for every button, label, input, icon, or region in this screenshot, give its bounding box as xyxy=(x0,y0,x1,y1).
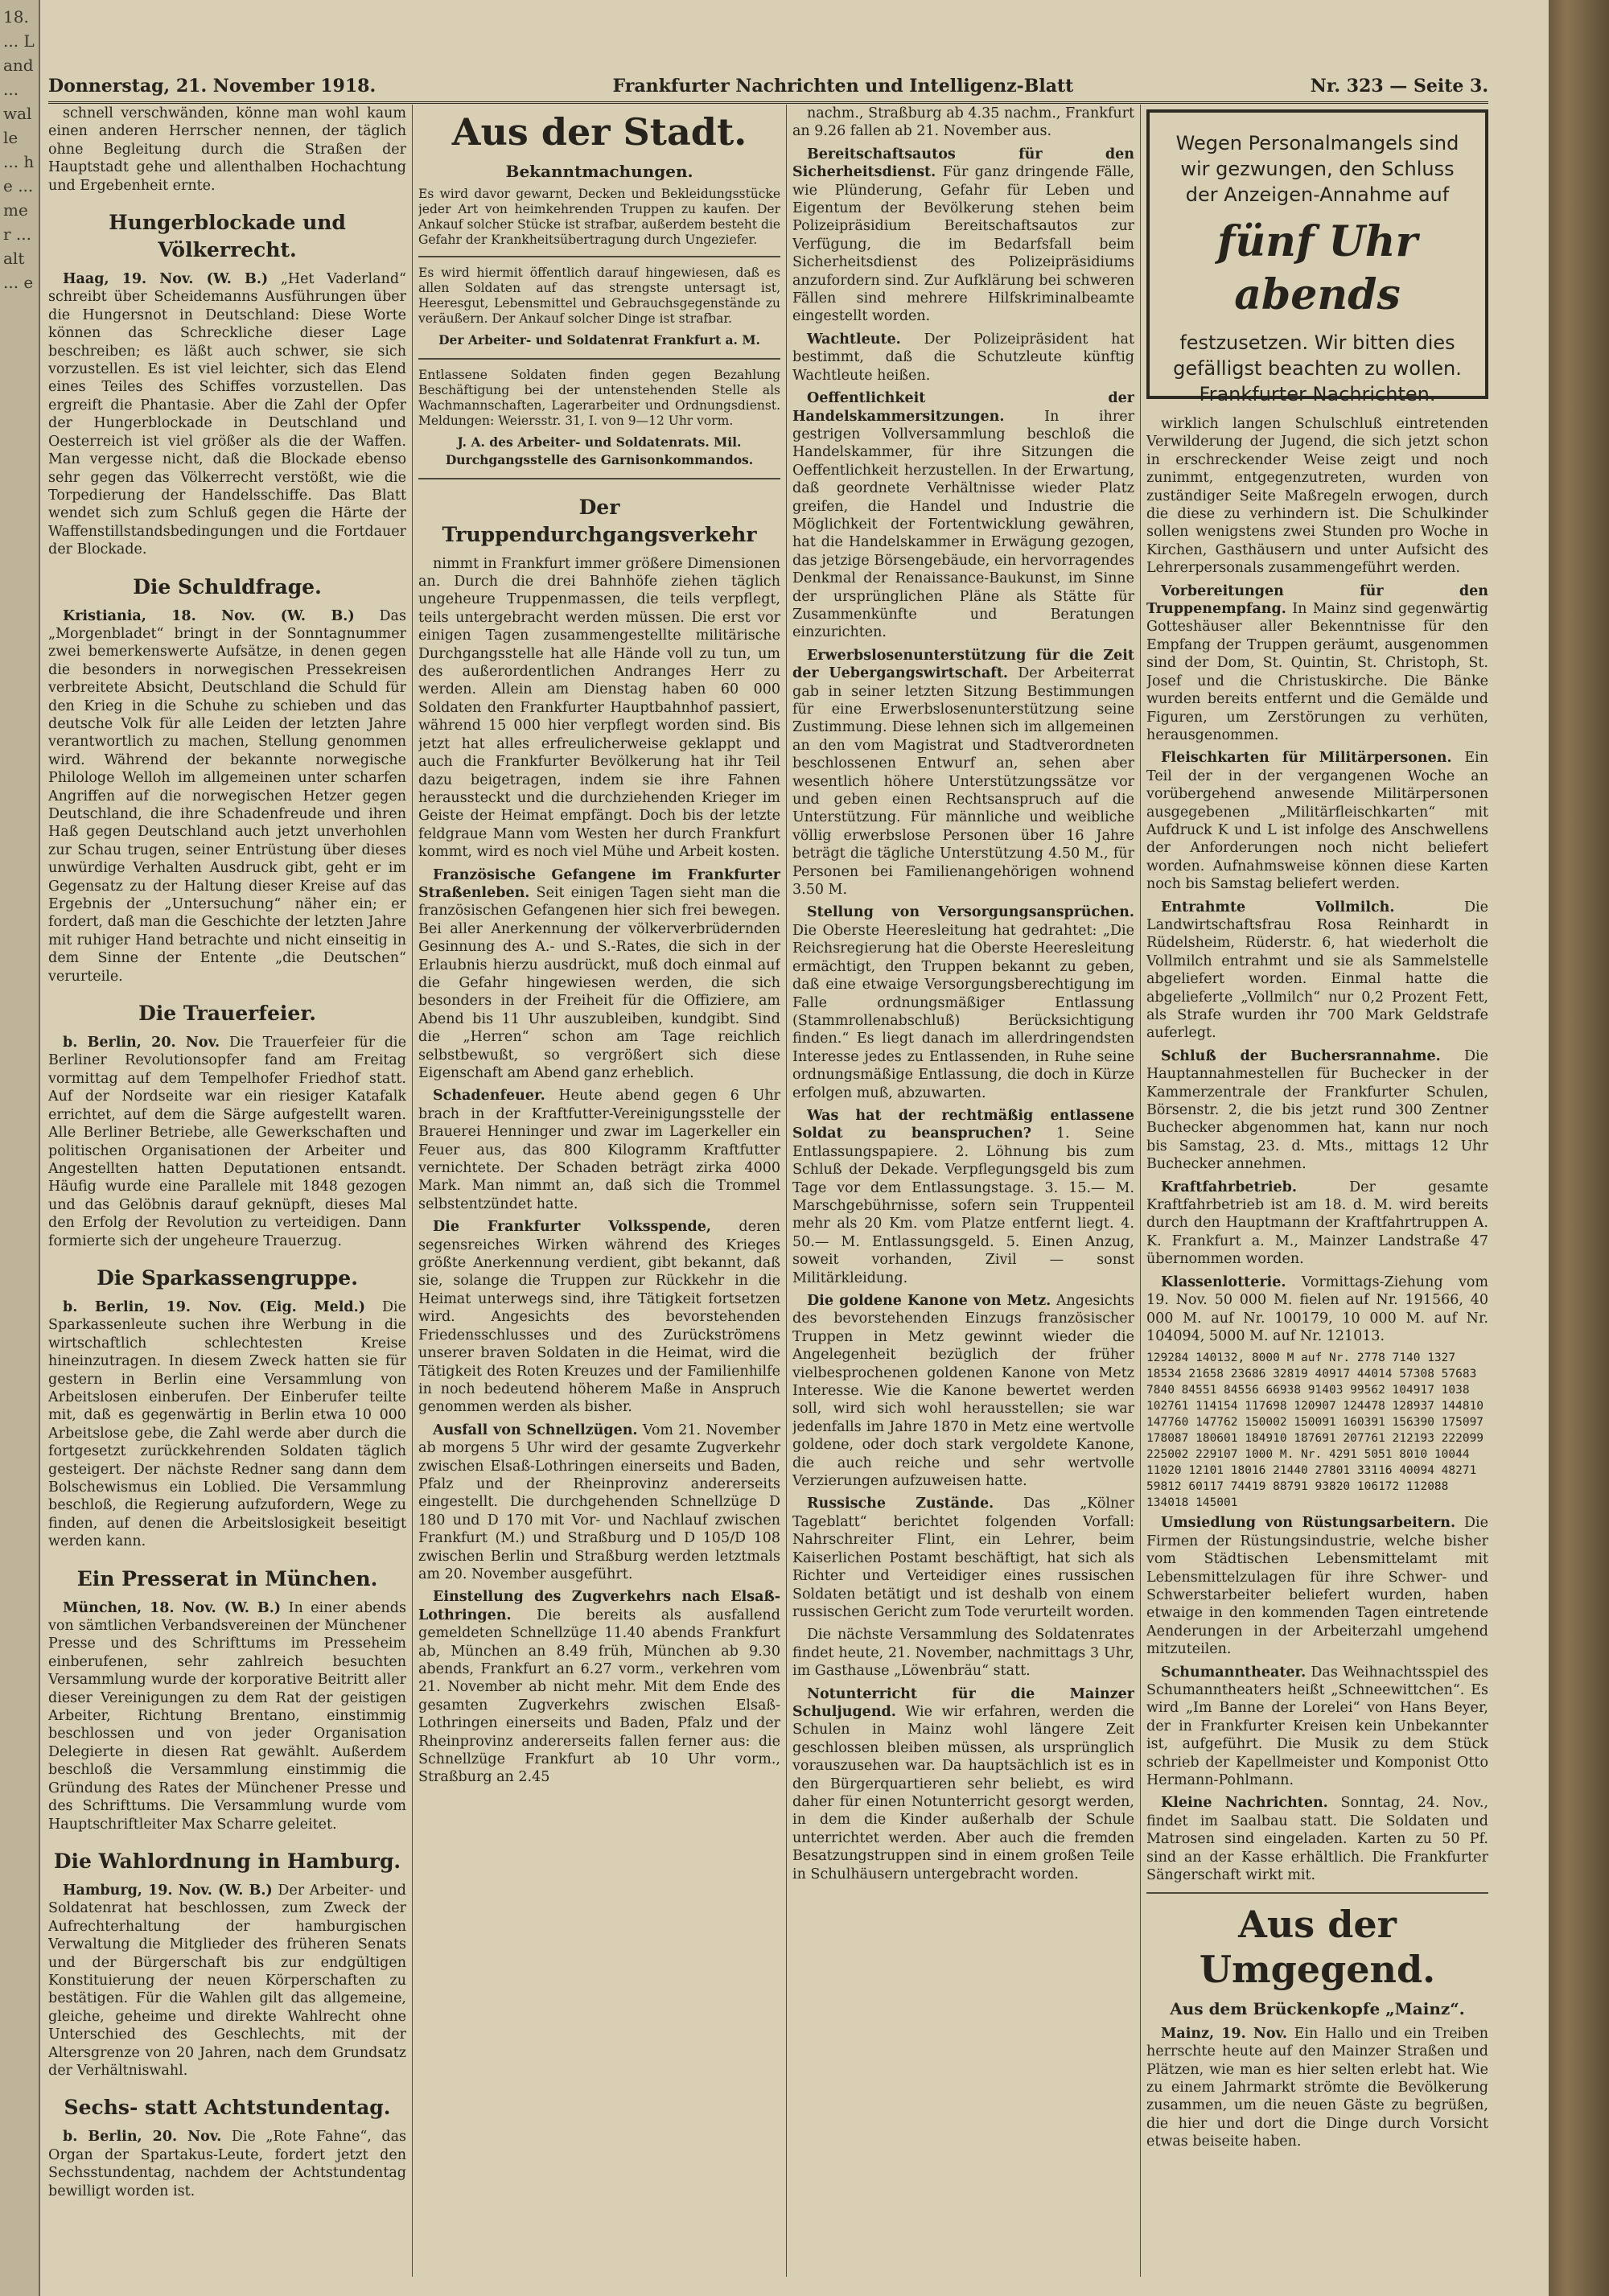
article-body: Die Firmen der Rüstungsindustrie, welche bisher vom Städtischen Lebensmittelamt mit Lebensmittelzulagen für ihre Schwer- und Schwerstarbeiter beliefert wurden, haben etwaige in den kommenden Tagen eintretende Aenderungen in der Arbeiterzahl umgehend mitzuteilen. xyxy=(1146,1515,1488,1658)
article-text xyxy=(1146,749,1488,893)
article-body: Der Arbeiter- und Soldatenrat hat beschlossen, zum Zweck der Aufrechterhaltung der hamburgischen Verwaltung die Mitglieder des früheren Senats und der Bürgerschaft bis zur endgültigen Konstituierung der neuen Körperschaften zu bestätigen. Für die Wahlen gilt das allgemeine, gleiche, geheime und direkte Wahlrecht ohne Unterschied des Geschlechts, mit der Altersgrenze von 20 Jahren, nach dem Grundsatz der Verhältniswahl. xyxy=(48,1882,406,2079)
article-text xyxy=(48,1882,406,2080)
article-lead: Umsiedlung von Rüstungsarbeitern. xyxy=(1161,1515,1456,1532)
column-rule xyxy=(1140,105,1141,2277)
article-body: Heute abend gegen 6 Uhr brach in der Kraftfutter-Vereinigungsstelle der Brauerei Henninger und zwar im Lagerkeller ein Feuer aus, das 800 Kilogramm Kraftfutter vernichtete. Der Schaden beträgt zirka 4000 Mark. Man nimmt an, daß sich die Trommel selbstentzündet hatte. xyxy=(418,1088,780,1212)
article-text xyxy=(1146,1664,1488,1790)
column-2 xyxy=(418,105,780,2277)
article-text: schnell verschwänden, könne man wohl kaum einen anderen Herrscher nennen, der täglich ohne Begleitung durch die Straßen der Hauptstadt gehe und allenthalben Hochachtung und Ergebenheit ernte. xyxy=(48,105,406,194)
article-body: In Mainz sind gegenwärtig Gotteshäuser aller Bekenntnisse für den Empfang der Truppen geräumt, ausgenommen sind der Dom, St. Quintin, St. Christoph, St. Josef und die Christuskirche. Die Bänke wurden bereits entfernt und die Gemälde und Figuren, um Zerstörungen zu verhüten, herausgenommen. xyxy=(1146,601,1488,743)
article-body: „Het Vaderland“ schreibt über Scheidemanns Ausführungen über die Hungersnot in Deutschland: Diese Worte können das Schreckliche dieser Lage beschreiben; es läßt auch schwer, sie sich vorzustellen. Es ist viel leichter, sich das Elend eines Teiles des Schiffes vorzustellen. Das ergreift die Phantasie. Aber die Zahl der Opfer der Hungerblockade in Deutschland und Oesterreich ist viel größer als die der Waffen. Man vergesse nicht, daß die Blockade ebenso sehr gegen das Völkerrecht verstößt, wie die Torpedierung der Handelsschiffe. Das Blatt wendet sich zum Schluß gegen die Härte der Waffenstillstandsbedingungen und die Fortdauer der Blockade. xyxy=(48,271,406,558)
article-body: Die Trauerfeier für die Berliner Revolutionsopfer fand am Freitag vormittag auf dem Tempelhofer Friedhof statt. Auf der Nordseite war ein riesiger Katafalk errichtet, auf dem die Särge aufgestellt waren. Alle Berliner Betriebe, alle Gewerkschaften und politischen Organisationen der Arbeiter und Angestellten hatten Deputationen entsandt. Häufig wurde eine Parallele mit 1848 gezogen und das Gelöbnis darauf geknüpft, dieses Mal den Erfolg der Revolution zu verteidigen. Dann formierte sich der ungeheure Trauerzug. xyxy=(48,1035,406,1249)
article-text xyxy=(48,1599,406,1833)
column-1 xyxy=(48,105,406,2277)
separator xyxy=(418,358,780,360)
article-body: Das „Kölner Tageblatt“ berichtet folgenden Vorfall: Nahrschreiter Flint, ein Lehrer, beim Kaiserlichen Postamt beschäftigt, hat sich als Richter und Verteidiger eines russischen Soldaten betätigt und ist deshalb von einem russischen Gericht zum Tode verurteilt worden. xyxy=(792,1496,1134,1620)
article-body: Die „Rote Fahne“, das Organ der Spartakus-Leute, fordert jetzt den Sechsstundentag, nachdem der Achtstundentag bewilligt worden ist. xyxy=(48,2129,406,2199)
article-lead: Einstellung des Zugverkehrs nach Elsaß-Lothringen. xyxy=(418,1589,780,1623)
article-text xyxy=(1146,1273,1488,1346)
article-headline: Der Truppendurchgangsverkehr xyxy=(442,495,757,546)
article-text: nachm., Straßburg ab 4.35 nachm., Frankfurt an 9.26 fallen ab 21. November aus. xyxy=(792,105,1134,140)
masthead: Frankfurter Nachrichten und Intelligenz-Blatt xyxy=(612,76,1074,97)
article-lead: Oeffentlichkeit der Handelskammersitzungen. xyxy=(792,390,1134,425)
article-body: Die bereits als ausfallend gemeldeten Schnellzüge 11.40 abends Frankfurt ab, München an 8.49 früh, München ab 9.30 abends, Frankfurt an 6.27 vorm., verkehren vom 21. November ab nicht mehr. Mit dem Ende des gesamten Zugverkehrs zwischen Elsaß-Lothringen einerseits und Baden, Pfalz und der Rheinprovinz andererseits fallen ferner aus: die Schnellzüge Frankfurt ab 10 Uhr vorm., Straßburg an 2.45 xyxy=(418,1607,780,1786)
article-headline: Die Wahlordnung in Hamburg. xyxy=(53,1849,401,1873)
article-body: Wie wir erfahren, werden die Schulen in Mainz wohl längere Zeit geschlossen bleiben müssen, als ursprünglich vorauszusehen war. Da hauptsächlich ist es in den Bürgerquartieren sehr beliebt, es wird daher für einen Notunterricht gesorgt werden, in dem die Kinder außerhalb der Schule unterrichtet werden. Aber auch die fremden Besatzungstruppen sind in einem großen Teile in Schulhäusern untergebracht worden. xyxy=(792,1703,1134,1882)
article-body: Die Hauptannahmestellen für Buchecker in der Kammerzentrale der Frankfurter Schulen, Börsenstr. 2, die bis jetzt rund 300 Zentner Buchecker abgenommen hat, kann nur noch bis Samstag, 23. d. Mts., mittags 12 Uhr Buchecker annehmen. xyxy=(1146,1047,1488,1173)
article-body: Vom 21. November ab morgens 5 Uhr wird der gesamte Zugverkehr zwischen Elsaß-Lothringen einerseits und Baden, Pfalz und der Rheinprovinz andererseits eingestellt. Die durchgehenden Schnellzüge D 180 und D 170 mit Vor- und Nachlauf zwischen Frankfurt (M.) und Straßburg und D 105/D 108 zwischen Berlin und Straßburg werden letztmals am 20. November ausgeführt. xyxy=(418,1422,780,1582)
article-text xyxy=(792,1685,1134,1883)
article-text xyxy=(1146,899,1488,1043)
page-header xyxy=(48,64,1488,104)
article-text xyxy=(418,1588,780,1786)
article-lead: Ausfall von Schnellzügen. xyxy=(433,1422,638,1438)
article-headline: Ein Presserat in München. xyxy=(76,1566,378,1590)
article-body: Vormittags-Ziehung vom 19. Nov. 50 000 M. fielen auf Nr. 191566, 40 000 M. auf Nr. 100179, 10 000 M. auf Nr. 104094, 5000 M. auf Nr. 121013. xyxy=(1146,1273,1488,1344)
article-body: Die Oberste Heeresleitung hat gedrahtet: „Die Reichsregierung hat die Oberste Heeresleitung ermächtigt, den Truppen bekannt zu geben, daß eine etwaige Versorgungsberechtigung im Falle ordnungsmäßiger Entlassung (Stammrollenabschluß) Berücksichtigung finden.“ Es liegt danach im allerdringendsten Interesse jedes zu Entlassenden, in Ruhe seine ordnungsmäßige Entlassung, die doch in Kürze erfolgen muß, abzuwarten. xyxy=(792,922,1134,1101)
article-text xyxy=(1146,1514,1488,1658)
article-text xyxy=(418,1422,780,1584)
article-body: In einer abends von sämtlichen Verbandsvereinen der Münchener Presse und des Schrifttums im Presseheim einberufenen, sehr zahlreich besuchten Versammlung wurde der korporative Beitritt aller dieser Vereinigungen zu dem Rat der geistigen Arbeiter, Richtung Brentano, einstimmig beschlossen und von jeder Organisation Delegierte in diesen Rat gewählt. Außerdem beschloß die Versammlung einstimmig die Gründung des Rates der Münchener Presse und des Schrifttums. Die Versammlung wurde vom Hauptschriftleiter Max Scharre geleitet. xyxy=(48,1599,406,1833)
ad-line: gefälligst beachten zu wollen. xyxy=(1173,357,1462,380)
dateline: b. Berlin, 20. Nov. xyxy=(63,2129,222,2146)
article-lead: Schumanntheater. xyxy=(1161,1664,1307,1681)
article-headline: Die Sparkassengruppe. xyxy=(97,1265,358,1290)
article-text xyxy=(418,866,780,1083)
dateline: Haag, 19. Nov. (W. B.) xyxy=(63,271,269,288)
article-text xyxy=(792,1292,1134,1490)
article-body: In ihrer gestrigen Vollversammlung beschloß die Handelskammer, für ihre Sitzungen die Oeffentlichkeit herzustellen. In der Erwartung, daß geordnete Verhältnisse wieder Platz greifen, die Handel und Industrie die Möglichkeit der Fortentwicklung gewähren, hat die Handelskammer in Erwägung gezogen, das jetzige Börsengebäude, ein hervorragendes Denkmal der Renaissance-Baukunst, im Sinne der ursprünglichen Pläne als Stätte für Zusammenkünfte und Beratungen einzurichten. xyxy=(792,408,1134,641)
article-text xyxy=(418,1087,780,1213)
book-binding-edge xyxy=(1549,0,1609,2296)
section-headline: Aus der Stadt. xyxy=(451,110,747,154)
article-lead: Französische Gefangene im Frankfurter Straßenleben. xyxy=(418,866,780,901)
dateline: b. Berlin, 20. Nov. xyxy=(63,1035,220,1051)
article-text xyxy=(48,270,406,559)
article-text xyxy=(48,607,406,986)
article-body: 1. Seine Entlassungspapiere. 2. Löhnung bis zum Schluß der Dekade. Verpflegungsgeld bis zum Tage vor dem Entlassungstage. 3. 15.— M. Marschgebührnisse, sofern sein Truppenteil mehr als 20 Km. vom Platze entfernt liegt. 4. 50.— M. Entlassungsgeld. 5. Einen Anzug, soweit vorhanden, Zivil — sonst Militärkleidung. xyxy=(792,1125,1134,1286)
lottery-numbers: 129284 140132, 8000 M auf Nr. 2778 7140 1327 18534 21658 23686 32819 40917 44014 57308 57683 7840 84551 84556 66938 91403 99562 104917 1038 102761 114154 117698 120907 124478 128937 144810 147760 147762 150002 150091 160391 156390 175097 178087 180601 184910 187691 207761 212193 222099 225002 229107 1000 M. Nr. 4291 5051 8010 10044 11020 12101 18016 21440 27801 33116 40094 48271 59812 60117 74419 88791 93820 106172 112088 134018 145001 xyxy=(1146,1352,1484,1510)
column-4 xyxy=(1146,105,1488,2277)
article-lead: Klassenlotterie. xyxy=(1161,1273,1286,1290)
notice-signature: J. A. des Arbeiter- und Soldatenrats. Mil. Durchgangsstelle des Garnisonkommandos. xyxy=(445,434,754,468)
article-text: Die nächste Versammlung des Soldatenrates findet heute, 21. November, nachmittags 3 Uhr, im Gasthause „Löwenbräu“ statt. xyxy=(792,1627,1134,1680)
article-lead: Fleischkarten für Militärpersonen. xyxy=(1161,750,1452,767)
article-body: Seit einigen Tagen sieht man die französischen Gefangenen hier sich frei bewegen. Bei aller Anerkennung der völkerverbrüdernden Gesinnung des A.- und S.-Rates, die sich in der Erlaubnis hierzu ausdrückt, muß doch einmal auf die Gefahr hingewiesen werden, die sich besonders in der Freiheit für die Offiziere, am Abend bis 11 Uhr auszubleiben, kundgibt. Sind die „Herren“ schon am Tage reichlich selbstbewußt, so vergrößert sich diese Eigenschaft am Abend ganz erheblich. xyxy=(418,884,780,1081)
dateline: München, 18. Nov. (W. B.) xyxy=(63,1599,282,1616)
ad-line: festzusetzen. Wir bitten dies xyxy=(1179,331,1455,354)
adjacent-page-fragment xyxy=(0,0,40,2296)
article-text xyxy=(792,1107,1134,1287)
article-body: Ein Teil der in der vergangenen Woche an vorübergehend anwesende Militärpersonen ausgegebenen „Militärfleischkarten“ mit Aufdruck K und L ist infolge des Anschwellens der Anforderungen noch nicht beliefert worden. Aufnahmsweise können diese Karten noch bis Samstag beliefert werden. xyxy=(1146,750,1488,893)
article-body: Der gesamte Kraftfahrbetrieb ist am 18. d. M. wird bereits durch den Hauptmann der Kraftfahrtruppen A. K. Frankfurt a. M., Mainzer Landstraße 47 übernommen worden. xyxy=(1146,1179,1488,1268)
article-text xyxy=(792,903,1134,1101)
notice-text: Es wird hiermit öffentlich darauf hingewiesen, daß es allen Soldaten auf das strengste untersagt ist, Heeresgut, Lebensmittel und Gebrauchsgegenstände zu veräußern. Der Ankauf solcher Dinge ist strafbar. xyxy=(418,265,780,327)
header-date: Donnerstag, 21. November 1918. xyxy=(48,76,377,97)
article-lead: Wachtleute. xyxy=(807,331,901,348)
ad-line: wir gezwungen, den Schluss xyxy=(1180,158,1455,180)
article-text xyxy=(48,1298,406,1551)
article-lead: Notunterricht für die Mainzer Schuljugend. xyxy=(792,1685,1134,1720)
article-headline: Sechs- statt Achtstundentag. xyxy=(64,2096,391,2120)
article-lead: Schluß der Buchersrannahme. xyxy=(1161,1047,1441,1064)
article-text: nimmt in Frankfurt immer größere Dimensionen an. Durch die drei Bahnhöfe ziehen täglich ungeheure Truppenmassen, die teils verpflegt, teils untergebracht werden müssen. Die erst vor einigen Tagen zusammengestellte militärische Durchgangsstelle hat alle Hände voll zu tun, um des außerordentlichen Andranges Herr zu werden. Allein am Dienstag haben 60 000 Soldaten den Frankfurter Hauptbahnhof passiert, während 15 000 hier verpflegt worden sind. Bis jetzt hat alles erfreulicherweise geklappt und auch die Frankfurter Bevölkerung hat ihr Teil dazu beigetragen, indem sie ihre Fahnen heraussteckt und die durchziehenden Krieger im Geiste der Heimat empfängt. Doch bis der letzte feldgraue Mann vom Westen her durch Frankfurt kommt, wird es noch viel Mühe und Arbeit kosten. xyxy=(418,555,780,861)
article-text xyxy=(792,146,1134,326)
article-lead: Russische Zustände. xyxy=(807,1496,994,1512)
column-rule xyxy=(412,105,413,2277)
notice-text: Es wird davor gewarnt, Decken und Bekleidungsstücke jeder Art von heimkehrenden Truppen zu kaufen. Der Ankauf solcher Stücke ist strafbar, außerdem besteht die Gefahr der Krankheitsübertragung durch Ungeziefer. xyxy=(418,187,780,248)
article-lead: Die goldene Kanone von Metz. xyxy=(807,1293,1051,1309)
article-body: Angesichts des bevorstehenden Einzugs französischer Truppen in Metz gewinnt wieder die Angelegenheit bezüglich der früher vielbesprochenen goldenen Kanone von Metz Interesse. Wie die Kanone bewertet werden soll, wird sich wohl herausstellen; sie war jedenfalls im Jahre 1870 in Metz eine wertvolle goldene, oder doch stark vergoldete Kanone, die auch reiche und sehr wertvolle Verzierungen aufzuweisen hatte. xyxy=(792,1293,1134,1490)
article-text xyxy=(1146,2025,1488,2151)
separator xyxy=(1146,1892,1488,1894)
article-body: Das „Morgenbladet“ bringt in der Sonntagnummer zwei bemerkenswerte Aufsätze, in denen gegen die besonders in norwegischen Pressekreisen verbreitete Absicht, Deutschland die Schuld für den Krieg in die Schuhe zu schieben und das deutsche Volk für alle Leiden der letzten Jahre verantwortlich zu machen, Stellung genommen wird. Während der bekannte norwegische Philologe Welloh im allgemeinen unter scharfen Angriffen auf die norwegischen Hetzer gegen Deutschland, die ihre Schadenfreude und ihren Haß gegen Deutschland auch jetzt unverhohlen zur Schau trugen, seiner Entrüstung über dieses unwürdige Verhalten Ausdruck gibt, geht er im Gegensatz zu der Haltung dieser Kreise auf das Ergebnis der „Untersuchung“ näher ein; er fordert, daß man die Geschichte der letzten Jahre mit ruhiger Hand betrachte und nicht einseitig in dem Sinne der Entente „die Deutschen“ verurteile. xyxy=(48,607,406,985)
article-text xyxy=(1146,582,1488,745)
ad-line: der Anzeigen-Annahme auf xyxy=(1185,183,1450,206)
ad-emphasis: fünf Uhr abends xyxy=(1216,217,1418,319)
article-lead: Die Frankfurter Volksspende, xyxy=(433,1219,711,1236)
article-body: deren segensreiches Wirken während des Krieges größte Anerkennung verdient, gibt bekannt, daß sie, solange die Truppen zur Rückkehr in die Heimat unterwegs sind, ihre Tätigkeit fortsetzen wird. Angesichts des bevorstehenden Friedensschlusses und des Zurückströmens unserer braven Soldaten in die Heimat, wird die Tätigkeit des Roten Kreuzes und der Familienhilfe in noch bedeutend höherem Maße in Anspruch genommen werden als bisher. xyxy=(418,1219,780,1416)
article-text xyxy=(48,2128,406,2200)
dateline: b. Berlin, 19. Nov. (Eig. Meld.) xyxy=(63,1298,366,1315)
article-lead: Bereitschaftsautos für den Sicherheitsdienst. xyxy=(792,146,1134,181)
article-body: Das Weihnachtsspiel des Schumanntheaters heißt „Schneewittchen“. Es wird „Im Banne der Lorelei“ von Hans Beyer, der in Frankfurter Kreisen kein Unbekannter ist, aufgeführt. Die Musik zu dem Stück schrieb der Kapellmeister und Komponist Otto Hermann-Pohlmann. xyxy=(1146,1664,1488,1788)
article-headline: Die Schuldfrage. xyxy=(133,574,322,599)
column-3 xyxy=(792,105,1134,2277)
notice-text: Entlassene Soldaten finden gegen Bezahlung Beschäftigung bei der untenstehenden Stelle als Wachmannschaften, Lagerarbeiter und Ordnungsdienst. Meldungen: Weiersstr. 31, I. von 9—12 Uhr vorm. xyxy=(418,367,780,428)
ad-signature: Frankfurter Nachrichten. xyxy=(1199,383,1436,405)
article-lead: Kleine Nachrichten. xyxy=(1161,1795,1328,1812)
article-text xyxy=(1146,1047,1488,1174)
separator xyxy=(418,256,780,257)
article-body: Für ganz dringende Fälle, wie Plünderung, Gefahr für Leben und Eigentum der Bevölkerung stehen beim Polizeipräsidium Bereitschaftsautos zur Verfügung, die im Bedarfsfall beim Sicherheitsdienst des Polizeipräsidiums anzufordern sind. Zur Aufklärung bei schweren Fällen sind mehrere Hilfskriminalbeamte eingestellt worden. xyxy=(792,164,1134,325)
article-lead: Stellung von Versorgungsansprüchen. xyxy=(807,904,1134,921)
article-body: Die Sparkassenleute suchen ihre Werbung in die wirtschaftlich schlechtesten Kreise hineinzutragen. In diesem Zweck hatten sie für gestern in Berlin eine Versammlung von Arbeitslosen einberufen. Der Einberufer teilte mit, daß es gegenwärtig in Berlin etwa 10 000 Arbeitslose gebe, die Zahl werde aber durch die fortgesetzt zurückkehrenden Soldaten täglich gesteigert. Der nächste Redner sang dann dem Bolschewismus ein Loblied. Die Versammlung beschloß, die Regierung aufzufordern, Wege zu finden, auf denen die Arbeitslosigkeit beseitigt werden kann. xyxy=(48,1298,406,1550)
article-text xyxy=(1146,1179,1488,1269)
article-lead: Schadenfeuer. xyxy=(433,1088,545,1105)
article-text xyxy=(1146,1794,1488,1884)
article-body: Der Polizeipräsident hat bestimmt, daß die Schutzleute künftig Wachtleute heißen. xyxy=(792,331,1134,384)
article-body: Die Landwirtschaftsfrau Rosa Reinhardt in Rüdelsheim, Rüderstr. 6, hat wiederholt die Vollmilch entrahmt und sie als Sammelstelle abgeliefert worden. Einmal hatte die abgelieferte „Vollmilch“ nur 0,2 Prozent Fett, als Strafe wurden ihr 700 Mark Geldstrafe auferlegt. xyxy=(1146,899,1488,1042)
article-text xyxy=(792,647,1134,899)
section-headline: Aus der Umgegend. xyxy=(1199,1903,1436,1992)
article-text xyxy=(418,1218,780,1416)
section-subheadline: Aus dem Brückenkopfe „Mainz“. xyxy=(1170,1999,1465,2019)
ad-line: Wegen Personalmangels sind xyxy=(1175,132,1459,154)
notice-signature: Der Arbeiter- und Soldatenrat Frankfurt a. M. xyxy=(438,332,760,348)
article-text xyxy=(48,1034,406,1250)
advertisement-box xyxy=(1146,109,1488,405)
dateline: Kristiania, 18. Nov. (W. B.) xyxy=(63,607,355,624)
article-lead: Entrahmte Vollmilch. xyxy=(1161,899,1395,916)
article-lead: Vorbereitungen für den Truppenempfang. xyxy=(1146,582,1488,618)
article-lead: Erwerbslosenunterstützung für die Zeit der Uebergangswirtschaft. xyxy=(792,647,1134,682)
article-headline: Die Trauerfeier. xyxy=(138,1002,316,1026)
article-lead: Kraftfahrbetrieb. xyxy=(1161,1179,1297,1195)
article-text xyxy=(792,389,1134,642)
dateline: Mainz, 19. Nov. xyxy=(1161,2025,1288,2042)
fragment-text: 18. ... Land ... walle ... he ... mer ... alt ... e xyxy=(3,7,35,292)
article-headline: Hungerblockade und Völkerrecht. xyxy=(109,211,346,262)
article-lead: Was hat der rechtmäßig entlassene Soldat zu beanspruchen? xyxy=(792,1107,1134,1142)
separator xyxy=(418,478,780,479)
article-text xyxy=(792,1495,1134,1621)
page-number: Nr. 323 — Seite 3. xyxy=(1310,76,1488,97)
section-subheadline: Bekanntmachungen. xyxy=(505,162,693,181)
article-text: wirklich langen Schulschluß eintretenden Verwilderung der Jugend, die sich jetzt schon in erschreckender Weise zeigt und noch zunimmt, entgegenzutreten, wurden von zuständiger Seite Maßregeln erwogen, durch die diese zu verhindern ist. Die Schulkinder sollen wenigstens zwei Stunden pro Woche in Kirchen, Gasthäusern und unter Aufsicht des Lehrerpersonals zusammengeführt werden. xyxy=(1146,416,1488,577)
article-body: Der Arbeiterrat gab in seiner letzten Sitzung Bestimmungen für eine Erwerbslosenunterstützung seine Zustimmung. Diese lehnen sich im allgemeinen an den vom Magistrat und Stadtverordneten beschlossenen Entwurf an, sehen aber wesentlich höhere Unterstützungssätze vor und geben einen Rechtsanspruch auf die Unterstützung. Für männliche und weibliche völlig erwerbslose Personen über 16 Jahre beträgt die tägliche Unterstützung 4.50 M., für Personen bei Familienangehörigen wohnend 3.50 M. xyxy=(792,665,1134,899)
article-body: Ein Hallo und ein Treiben herrschte heute auf den Mainzer Straßen und Plätzen, wie man es hier selten erlebt hat. Wie zu einem Jahrmarkt strömte die Bevölkerung zusammen, um die neuen Gäste zu begrüßen, die hier und dort die Dinge durch Vorsicht etwas beiseite haben. xyxy=(1146,2025,1488,2150)
article-text xyxy=(792,331,1134,385)
column-rule xyxy=(786,105,787,2277)
article-body: Sonntag, 24. Nov., findet im Saalbau statt. Die Soldaten und Matrosen sind eingeladen. Karten zu 50 Pf. sind an der Kasse erhältlich. Die Frankfurter Sängerschaft wirkt mit. xyxy=(1146,1795,1488,1884)
dateline: Hamburg, 19. Nov. (W. B.) xyxy=(63,1882,273,1899)
